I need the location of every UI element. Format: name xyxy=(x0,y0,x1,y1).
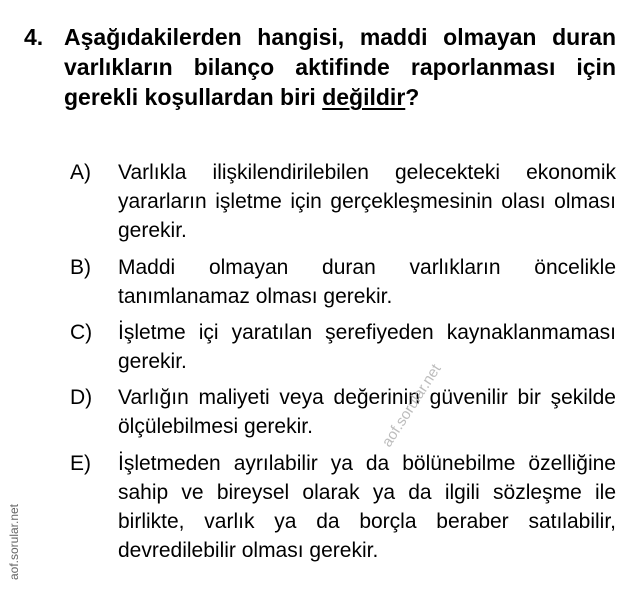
option-a-text: Varlıkla ilişkilendirilebilen gelecekteki ekonomik yararların işletme için gerçekleşmesinin olası olması gerekir. xyxy=(118,161,616,242)
option-c-label: C) xyxy=(70,321,93,344)
option-b-text: Maddi olmayan duran varlıkların öncelikle tanımlanamaz olması gerekir. xyxy=(118,256,616,308)
option-d-text: Varlığın maliyeti veya değerinin güvenilir bir şekilde ölçülebilmesi gerekir. xyxy=(118,386,616,438)
diagonal-watermark: aof.sorular.net xyxy=(378,361,445,451)
question-mark: ? xyxy=(405,84,420,110)
option-e-label: E) xyxy=(70,452,91,475)
question-stem: Aşağıdakilerden hangisi, maddi olmayan duran varlıkların bilanço aktifinde raporlanması için gerekli koşullardan biri xyxy=(64,24,616,110)
option-a-label: A) xyxy=(70,161,91,184)
question-emphasis: değildir xyxy=(322,84,406,110)
question-text xyxy=(64,22,616,112)
option-e-text: İşletmeden ayrılabilir ya da bölünebilme özelliğine sahip ve bireysel olarak ya da ilgili sözleşme ile birlikte, varlık ya da borçla beraber satılabilir, devredilebilir olması gerekir. xyxy=(118,452,616,562)
question-number: 4. xyxy=(24,24,44,50)
option-b-label: B) xyxy=(70,256,91,279)
option-c-text: İşletme içi yaratılan şerefiyeden kaynaklanmaması gerekir. xyxy=(118,321,616,373)
option-d-label: D) xyxy=(70,386,93,409)
side-watermark: aof.sorular.net xyxy=(7,503,21,581)
